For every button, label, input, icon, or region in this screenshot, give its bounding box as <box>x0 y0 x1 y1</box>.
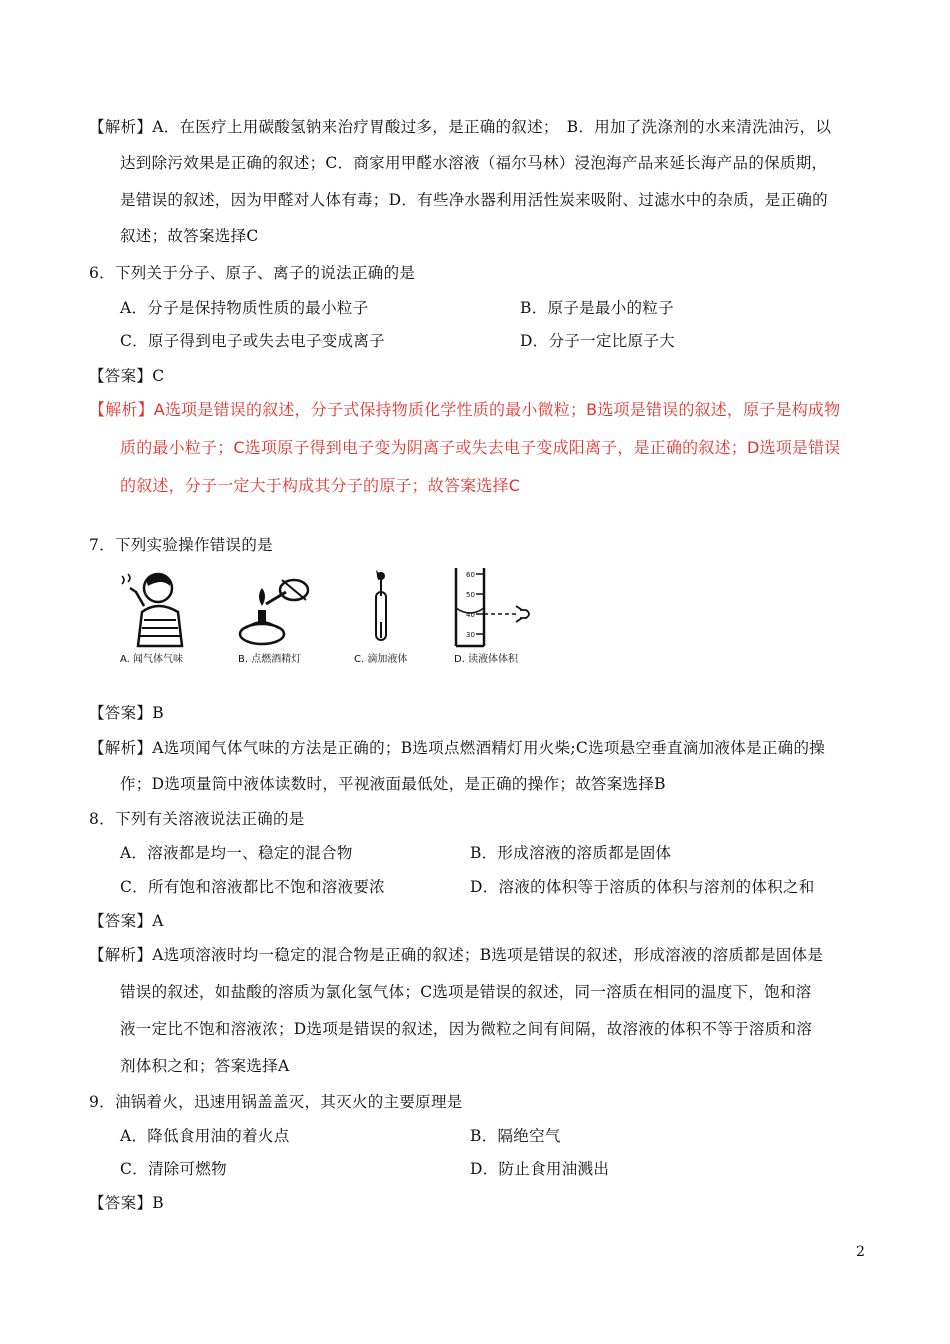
q7-stem: 7．下列实验操作错误的是 <box>89 536 273 554</box>
q8-option-d: D．溶液的体积等于溶质的体积与溶剂的体积之和 <box>470 878 815 896</box>
tick-50: 50 <box>466 591 475 599</box>
q8-analysis-line-3: 液一定比不饱和溶液浓；D选项是错误的叙述，因为微粒之间有间隔，故溶液的体积不等于溶质和溶 <box>120 1020 813 1038</box>
figure-b-light-lamp <box>236 566 316 665</box>
q9-stem: 9．油锅着火，迅速用锅盖盖灭，其灭火的主要原理是 <box>89 1093 463 1111</box>
q7-analysis-line-2: 作；D选项量筒中液体读数时，平视液面最低处，是正确的操作；故答案选择B <box>120 775 666 793</box>
measuring-cylinder-icon <box>454 566 554 648</box>
q6-stem: 6．下列关于分子、原子、离子的说法正确的是 <box>89 264 416 282</box>
q5-analysis-line-2: 达到除污效果是正确的叙述；C．商家用甲醛水溶液（福尔马林）浸泡海产品来延长海产品的保质期， <box>120 154 828 172</box>
alcohol-lamp-icon <box>236 566 316 648</box>
q9-option-d: D．防止食用油溅出 <box>470 1160 610 1178</box>
tick-60: 60 <box>466 571 475 579</box>
q5-analysis-line-4: 叙述；故答案选择C <box>120 227 259 245</box>
person-smelling-icon <box>118 566 198 648</box>
q9-option-b: B．隔绝空气 <box>470 1127 561 1145</box>
tick-40: 40 <box>466 611 475 619</box>
q6-analysis-line-3: 的叙述，分子一定大于构成其分子的原子；故答案选择C <box>120 476 521 495</box>
q6-analysis-line-1: 【解析】A选项是错误的叙述，分子式保持物质化学性质的最小微粒；B选项是错误的叙述，原子是构成物 <box>89 400 841 419</box>
page-number: 2 <box>856 1244 865 1260</box>
figure-d-cylinder <box>454 566 554 665</box>
q8-analysis-line-2: 错误的叙述，如盐酸的溶质为氯化氢气体；C选项是错误的叙述，同一溶质在相同的温度下，饱和溶 <box>120 983 812 1001</box>
q8-analysis-line-1: 【解析】A选项溶液时均一稳定的混合物是正确的叙述；B选项是错误的叙述，形成溶液的溶质都是固体是 <box>89 946 824 964</box>
q8-option-b: B．形成溶液的溶质都是固体 <box>470 844 672 862</box>
figure-a-smell-gas <box>118 566 198 665</box>
q9-option-a: A．降低食用油的着火点 <box>120 1127 290 1145</box>
figure-c-dropper <box>354 566 414 665</box>
q8-option-a: A．溶液都是均一、稳定的混合物 <box>120 844 353 862</box>
caption-a: A. 闻气体气味 <box>120 654 184 665</box>
q8-analysis-line-4: 剂体积之和；答案选择A <box>120 1057 290 1075</box>
q8-answer: 【答案】A <box>89 912 164 930</box>
q7-figures <box>118 566 548 670</box>
q6-analysis-line-2: 质的最小粒子；C选项原子得到电子变为阴离子或失去电子变成阳离子，是正确的叙述；D选项是错误 <box>120 438 841 457</box>
q5-analysis-line-3: 是错误的叙述，因为甲醛对人体有毒；D．有些净水器利用活性炭来吸附、过滤水中的杂质，是正确的 <box>120 191 828 209</box>
q6-answer: 【答案】C <box>89 367 165 385</box>
q8-stem: 8．下列有关溶液说法正确的是 <box>89 810 305 828</box>
q6-option-a: A．分子是保持物质性质的最小粒子 <box>120 299 369 317</box>
q9-answer: 【答案】B <box>89 1194 164 1212</box>
q5-analysis-line-1: 【解析】A．在医疗上用碳酸氢钠来治疗胃酸过多，是正确的叙述； B．用加了洗涤剂的水来清洗油污，以 <box>89 118 832 136</box>
q7-analysis-line-1: 【解析】A选项闻气体气味的方法是正确的；B选项点燃酒精灯用火柴;C选项悬空垂直滴加液体是正确的操 <box>89 739 826 757</box>
q7-answer: 【答案】B <box>89 704 164 722</box>
tick-30: 30 <box>466 631 475 639</box>
q9-option-c: C．清除可燃物 <box>120 1160 227 1178</box>
q6-option-d: D．分子一定比原子大 <box>520 332 675 350</box>
dropper-test-tube-icon <box>354 566 414 648</box>
caption-d: D. 读液体体积 <box>454 654 519 665</box>
q6-option-b: B．原子是最小的粒子 <box>520 299 674 317</box>
q6-option-c: C．原子得到电子或失去电子变成离子 <box>120 332 385 350</box>
caption-c: C. 滴加液体 <box>354 654 408 665</box>
q8-option-c: C．所有饱和溶液都比不饱和溶液要浓 <box>120 878 385 896</box>
caption-b: B. 点燃酒精灯 <box>238 654 302 665</box>
